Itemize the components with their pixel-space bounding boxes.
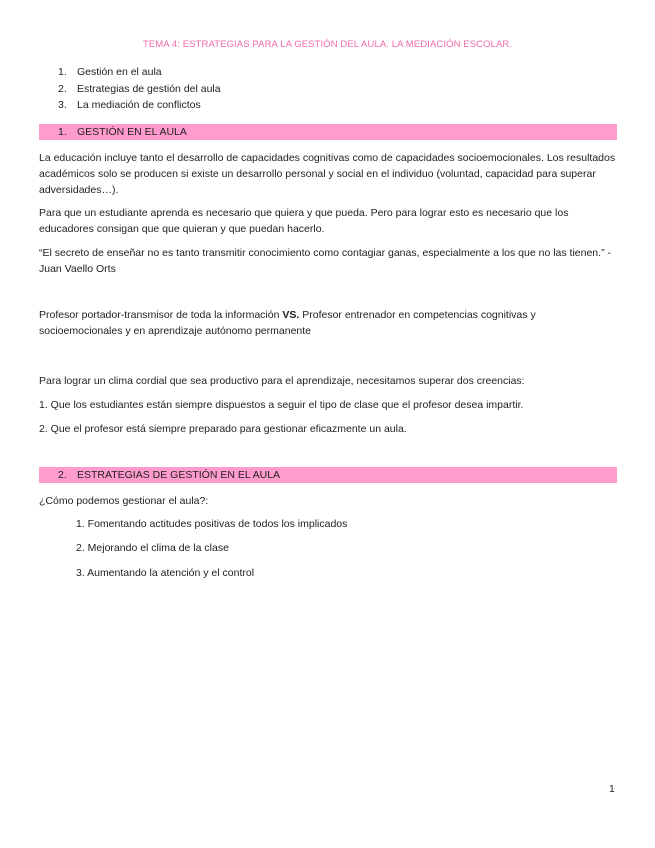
toc-number: 2. (58, 82, 67, 95)
toc-item (58, 97, 221, 114)
paragraph-contrast (39, 307, 619, 339)
toc-number: 1. (58, 66, 67, 78)
contrast-after: Profesor entrenador en competencias cognitivas y socioemocionales y en aprendizaje autónomo permanente (39, 309, 536, 337)
paragraph-motivation: Para que un estudiante aprenda es necesario que quiera y que pueda. Pero para lograr esto es necesario que los educadores consigan que que quieran y que puedan hacerlo. (39, 207, 569, 235)
paragraph-intro: La educación incluye tanto el desarrollo de capacidades cognitivas como de capacidades socioemocionales. Los resultados académicos solo se producen si existe un desarrollo personal y social en el individuo (voluntad, capacidad para superar adversidades…). (39, 152, 616, 196)
section-heading-text: GESTIÓN EN EL AULA (77, 126, 187, 138)
toc-item (58, 64, 221, 81)
section-heading-text: ESTRATEGIAS DE GESTIÓN EN EL AULA (77, 469, 281, 481)
contrast-bold: VS. (282, 309, 300, 321)
toc-label: La mediación de conflictos (77, 99, 201, 111)
belief-item-2: 2. Que el profesor está siempre preparado para gestionar eficazmente un aula. (39, 423, 407, 435)
section-number: 1. (58, 126, 67, 138)
section-heading-1 (39, 124, 617, 140)
strategy-item-1: 1. Fomentando actitudes positivas de todos los implicados (76, 518, 348, 530)
toc-label: Estrategias de gestión del aula (77, 82, 221, 95)
question-paragraph: ¿Cómo podemos gestionar el aula?: (39, 495, 209, 507)
strategy-item-3: 3. Aumentando la atención y el control (76, 567, 255, 579)
toc-label: Gestión en el aula (77, 66, 162, 78)
document-title: TEMA 4: ESTRATEGIAS PARA LA GESTIÓN DEL AULA. LA MEDIACIÓN ESCOLAR. (142, 39, 513, 50)
paragraph-beliefs-intro: Para lograr un clima cordial que sea productivo para el aprendizaje, necesitamos superar dos creencias: (39, 375, 525, 387)
section-heading-2 (39, 467, 617, 483)
contrast-before: Profesor portador-transmisor de toda la información (39, 309, 283, 321)
toc-item (58, 81, 221, 98)
table-of-contents (58, 64, 221, 114)
quote-paragraph: “El secreto de enseñar no es tanto transmitir conocimiento como contagiar ganas, especialmente a los que no las tienen.” - Juan Vaello Orts (39, 247, 611, 275)
toc-number: 3. (58, 99, 67, 111)
page-number: 1 (609, 783, 615, 795)
section-number: 2. (58, 469, 67, 481)
belief-item-1: 1. Que los estudiantes están siempre dispuestos a seguir el tipo de clase que el profesor desea impartir. (39, 399, 524, 411)
strategy-item-2: 2. Mejorando el clima de la clase (76, 542, 229, 554)
